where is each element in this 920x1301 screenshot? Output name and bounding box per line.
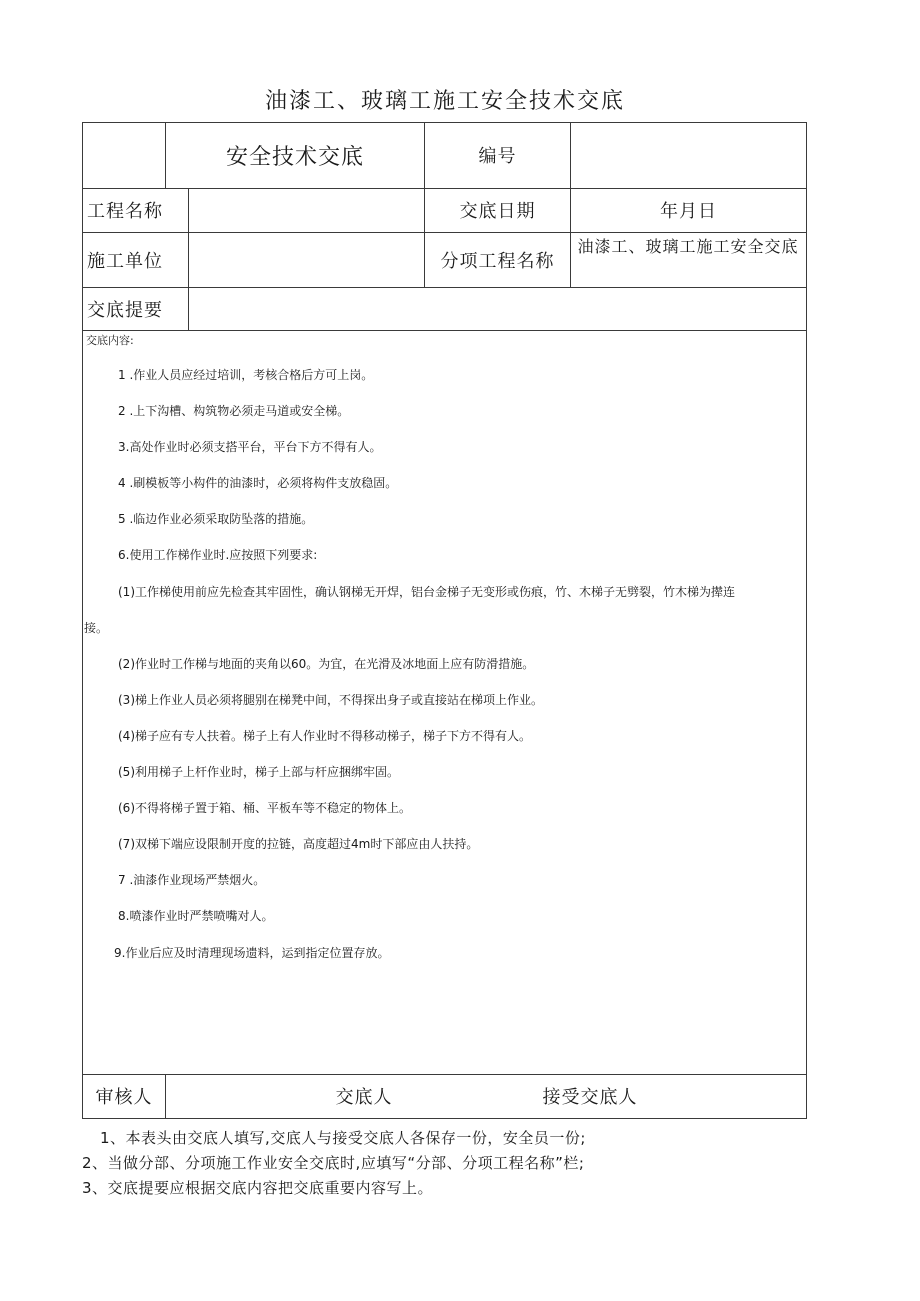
reviewer-label: 审核人 xyxy=(95,1087,153,1108)
sub-project-label: 分项工程名称 xyxy=(440,250,555,272)
content-line: 3.高处作业时必须支搭平台，平台下方不得有人。 xyxy=(118,440,382,454)
content-line: 6.使用工作梯作业时.应按照下列要求: xyxy=(118,548,318,562)
content-line: 7 .油漆作业现场严禁烟火。 xyxy=(118,873,266,887)
table-border-bottom xyxy=(82,1118,807,1119)
date-label: 交底日期 xyxy=(459,201,536,222)
unit-label: 施工单位 xyxy=(87,250,163,272)
document-title: 油漆工、玻璃工施工安全技术交底 xyxy=(264,89,625,114)
column-divider xyxy=(165,1074,166,1118)
content-line: (1)工作梯使用前应先检查其牢固性，确认钢梯无开焊，铝台金梯子无变形或伤痕，竹、木梯子无劈裂，竹木梯为撵连 xyxy=(118,585,736,599)
content-line: (3)梯上作业人员必须将腿别在梯凳中间，不得探出身子或直接站在梯项上作业。 xyxy=(118,693,544,707)
summary-field[interactable] xyxy=(189,287,806,330)
number-field[interactable] xyxy=(571,122,806,188)
content-line: 9.作业后应及时清理现场遗料，运到指定位置存放。 xyxy=(114,946,390,960)
content-line: 5 .临边作业必须采取防坠落的措施。 xyxy=(118,512,314,526)
content-line: 1 .作业人员应经过培训，考核合格后方可上岗。 xyxy=(118,368,374,382)
footnote: 1、本表头由交底人填写,交底人与接受交底人各保存一份，安全员一份; xyxy=(100,1129,586,1147)
content-line: 2 .上下沟槽、构筑物必须走马道或安全梯。 xyxy=(118,404,350,418)
receiver-label: 接受交底人 xyxy=(542,1087,638,1108)
project-name-field[interactable] xyxy=(189,188,424,232)
content-line: (2)作业时工作梯与地面的夹角以60。为宜，在光滑及冰地面上应有防滑措施。 xyxy=(118,657,535,671)
row-divider xyxy=(82,330,807,331)
footnote: 2、当做分部、分项施工作业安全交底时,应填写“分部、分项工程名称”栏; xyxy=(82,1154,585,1172)
summary-label: 交底提要 xyxy=(87,299,163,321)
date-field[interactable]: 年月日 xyxy=(660,201,717,222)
discloser-label: 交底人 xyxy=(335,1087,393,1108)
table-border-right xyxy=(806,122,807,1119)
content-line: 8.喷漆作业时严禁喷嘴对人。 xyxy=(118,909,274,923)
form-header-label: 安全技术交底 xyxy=(225,144,364,170)
content-label: 交底内容: xyxy=(86,334,134,347)
footnote: 3、交底提要应根据交底内容把交底重要内容写上。 xyxy=(82,1179,434,1197)
content-line: 4 .刷模板等小构件的油漆时，必须将构件支放稳固。 xyxy=(118,476,398,490)
content-line: 接。 xyxy=(84,621,109,635)
content-line: (6)不得将梯子置于箱、桶、平板车等不稳定的物体上。 xyxy=(118,801,412,815)
sub-project-field[interactable]: 油漆工、玻璃工施工安全交底 xyxy=(577,237,799,256)
project-name-label: 工程名称 xyxy=(87,201,163,222)
content-line: (4)梯子应有专人扶着。梯子上有人作业时不得移动梯子，梯子下方不得有人。 xyxy=(118,729,532,743)
number-label: 编号 xyxy=(478,146,517,167)
content-line: (5)利用梯子上杆作业时，梯子上部与杆应捆绑牢固。 xyxy=(118,765,400,779)
content-line: (7)双梯下端应设限制开度的拉链，高度超过4m时下部应由人扶持。 xyxy=(118,837,479,851)
unit-field[interactable] xyxy=(189,232,424,287)
row-divider xyxy=(82,1074,807,1075)
